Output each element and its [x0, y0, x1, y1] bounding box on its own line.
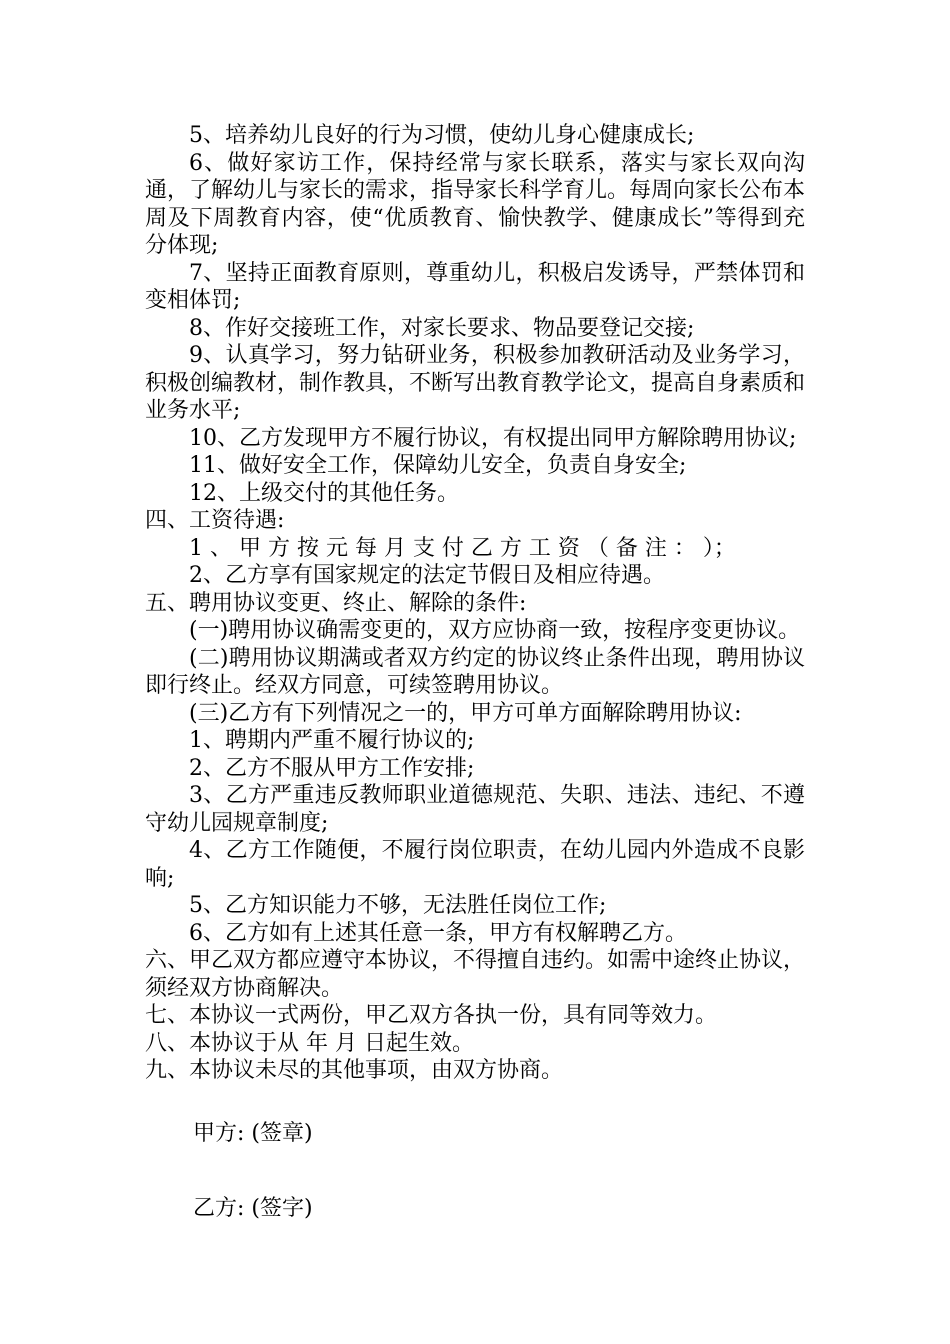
clause-5: 5、培养幼儿良好的行为习惯，使幼儿身心健康成长; [189, 123, 695, 148]
section-6: 六、甲乙双方都应遵守本协议，不得擅自违约。如需中途终止协议，须经双方协商解决。 [145, 948, 806, 1001]
termination-clause-2: (二)聘用协议期满或者双方约定的协议终止条件出现，聘用协议即行终止。经双方同意，可续签聘用协议。 [145, 645, 805, 698]
termination-item-5: 5、乙方知识能力不够，无法胜任岗位工作; [189, 893, 607, 918]
termination-item-4: 4、乙方工作随便，不履行岗位职责，在幼儿园内外造成不良影响; [145, 838, 805, 891]
termination-item-1: 1、聘期内严重不履行协议的; [189, 728, 475, 753]
party-b-signature: 乙方: (签字) [193, 1196, 313, 1221]
clause-11: 11、做好安全工作，保障幼儿安全，负责自身安全; [189, 453, 687, 478]
section-5-heading: 五、聘用协议变更、终止、解除的条件: [145, 590, 527, 616]
salary-clause-2: 2、乙方享有国家规定的法定节假日及相应待遇。 [189, 563, 665, 588]
termination-clause-1: (一)聘用协议确需变更的，双方应协商一致，按程序变更协议。 [189, 618, 801, 643]
section-4-heading: 四、工资待遇: [145, 508, 285, 533]
section-7: 七、本协议一式两份，甲乙双方各执一份，具有同等效力。 [145, 1003, 718, 1028]
clause-8: 8、作好交接班工作，对家长要求、物品要登记交接; [189, 315, 695, 341]
document-body [145, 122, 805, 1085]
clause-10: 10、乙方发现甲方不履行协议，有权提出同甲方解除聘用协议; [189, 425, 797, 451]
section-8: 八、本协议于从 年 月 日起生效。 [145, 1030, 474, 1056]
clause-12: 12、上级交付的其他任务。 [189, 480, 459, 506]
termination-item-6: 6、乙方如有上述其任意一条，甲方有权解聘乙方。 [189, 920, 687, 946]
salary-clause-1: 1 、 甲 方 按 元 每 月 支 付 乙 方 工 资 （ 备 注 ： ）； [189, 535, 736, 561]
clause-9: 9、认真学习，努力钻研业务，积极参加教研活动及业务学习，积极创编教材，制作教具，不断写出教育教学论文，提高自身素质和业务水平; [145, 343, 806, 423]
termination-item-3: 3、乙方严重违反教师职业道德规范、失职、违法、违纪、不遵守幼儿园规章制度; [145, 783, 805, 836]
termination-item-2: 2、乙方不服从甲方工作安排; [189, 755, 475, 781]
termination-clause-3: (三)乙方有下列情况之一的，甲方可单方面解除聘用协议: [189, 700, 742, 726]
clause-6: 6、做好家访工作，保持经常与家长联系，落实与家长双向沟通，了解幼儿与家长的需求，指导家长科学育儿。每周向家长公布本周及下周教育内容，使“优质教育、愉快教学、健康成长”等得到充分体现; [145, 150, 806, 258]
party-a-signature: 甲方: (签章) [193, 1121, 313, 1146]
clause-7: 7、坚持正面教育原则，尊重幼儿，积极启发诱导，严禁体罚和变相体罚; [145, 260, 805, 313]
section-9: 九、本协议未尽的其他事项，由双方协商。 [145, 1058, 564, 1083]
